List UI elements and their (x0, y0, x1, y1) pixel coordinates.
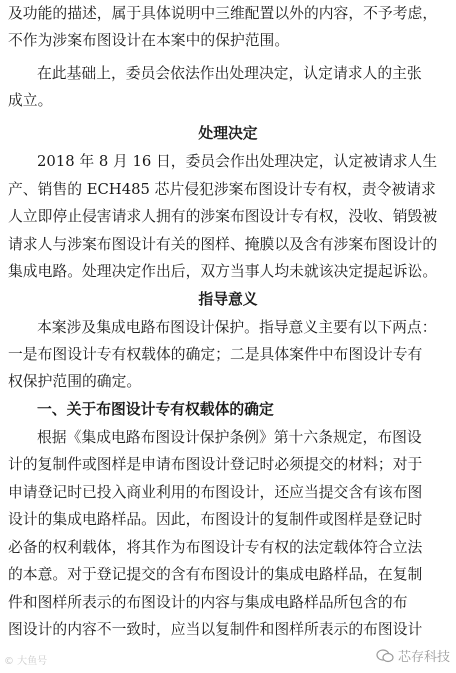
watermark-right-text: 芯存科技 (397, 650, 450, 665)
text-line-14: 计的复制件或图样是申请布图设计登记时必须提交的材料；对于 (8, 456, 423, 473)
text-line-17: 必备的权利载体，将其作为布图设计专有权的法定载体符合立法 (8, 539, 423, 556)
text-line-15: 申请登记时已投入商业利用的布图设计，还应当提交含有该布图 (8, 484, 423, 501)
text-line-4: 成立。 (8, 92, 53, 109)
text-line-6: 产、销售的 ECH485 芯片侵犯涉案布图设计专有权，责令被请求 (8, 181, 436, 198)
watermark-left: © 大鱼号 (4, 656, 48, 667)
text-line-8: 请求人与涉案布图设计有关的图样、掩膜以及含有涉案布图设计的 (8, 236, 438, 253)
text-line-3: 在此基础上，委员会依法作出处理决定，认定请求人的主张 (37, 65, 422, 82)
text-line-18: 的本意。对于登记提交的含有布图设计的集成电路样品，在复制 (8, 566, 423, 583)
text-line-16: 设计的集成电路样品。因此，布图设计的复制件或图样是登记时 (8, 511, 423, 528)
text-line-20: 图设计的内容不一致时，应当以复制件和图样所表示的布图设计 (8, 621, 423, 638)
text-line-10: 本案涉及集成电路布图设计保护。指导意义主要有以下两点： (37, 319, 437, 336)
text-line-19: 件和图样所表示的布图设计的内容与集成电路样品所包含的布 (8, 594, 408, 611)
watermark-right (376, 646, 450, 665)
text-line-11: 一是布图设计专有权载体的确定；二是具体案件中布图设计专有 (8, 346, 423, 363)
text-line-1: 及功能的描述，属于具体说明中三维配置以外的内容，不予考虑， (8, 5, 438, 22)
section-heading-guidance: 指导意义 (198, 291, 258, 308)
subheading-carrier: 一、关于布图设计专有权载体的确定 (37, 401, 274, 418)
text-line-7: 人立即停止侵害请求人拥有的涉案布图设计专有权，没收、销毁被 (8, 208, 438, 225)
wechat-icon (376, 649, 394, 663)
text-line-2: 不作为涉案布图设计在本案中的保护范围。 (8, 32, 290, 49)
text-line-12: 权保护范围的确定。 (8, 373, 142, 390)
section-heading-decision: 处理决定 (198, 125, 258, 142)
text-line-9: 集成电路。处理决定作出后，双方当事人均未就该决定提起诉讼。 (8, 263, 438, 280)
document-page (8, 0, 448, 660)
text-line-5: 2018 年 8 月 16 日，委员会作出处理决定，认定被请求人生 (37, 153, 438, 170)
text-line-13: 根据《集成电路布图设计保护条例》第十六条规定，布图设 (37, 429, 422, 446)
